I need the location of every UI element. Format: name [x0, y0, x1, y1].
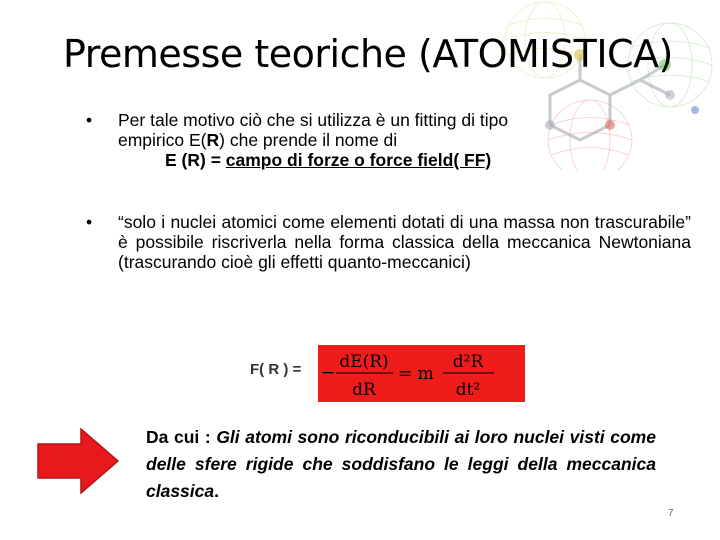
bullet-1-line-2: empirico E(R) che prende il nome di	[118, 130, 398, 150]
formula-den-2: dt²	[455, 380, 481, 400]
formula-den-1: dR	[352, 380, 376, 400]
bullet-2-text: “solo i nuclei atomici come elementi dotati di una massa non trascurabile” è possibile riscriverla nella forma classica della meccanica Newtoniana (trascurando cioè gli effetti quanto-meccanici)	[118, 212, 691, 272]
slide-title: Premesse teoriche (ATOMISTICA)	[63, 32, 673, 76]
force-field-definition: E (R) = campo di forze o force field( FF)	[165, 150, 492, 170]
formula-label: F( R ) =	[250, 361, 302, 378]
page-number: 7	[668, 508, 674, 519]
formula-num-1: dE(R)	[339, 352, 389, 372]
formula-box	[318, 345, 525, 402]
formula-minus: −	[321, 363, 336, 383]
bullet-dot: •	[86, 110, 93, 130]
conclusion-text: Da cui : Gli atomi sono riconducibili ai loro nuclei visti come delle sfere rigide che soddisfano le leggi della meccanica classica.	[146, 427, 656, 501]
force-field-term: campo di forze o force field( FF)	[225, 150, 492, 170]
formula-num-2: d²R	[452, 352, 484, 372]
right-arrow-icon	[37, 428, 119, 494]
bullet-1-line-1: Per tale motivo ciò che si utilizza è un fitting di tipo	[118, 110, 509, 130]
bullet-1	[86, 110, 658, 170]
bullet-2	[86, 212, 691, 272]
formula-equals-m: = m	[398, 364, 434, 384]
bullet-dot: •	[86, 212, 93, 232]
